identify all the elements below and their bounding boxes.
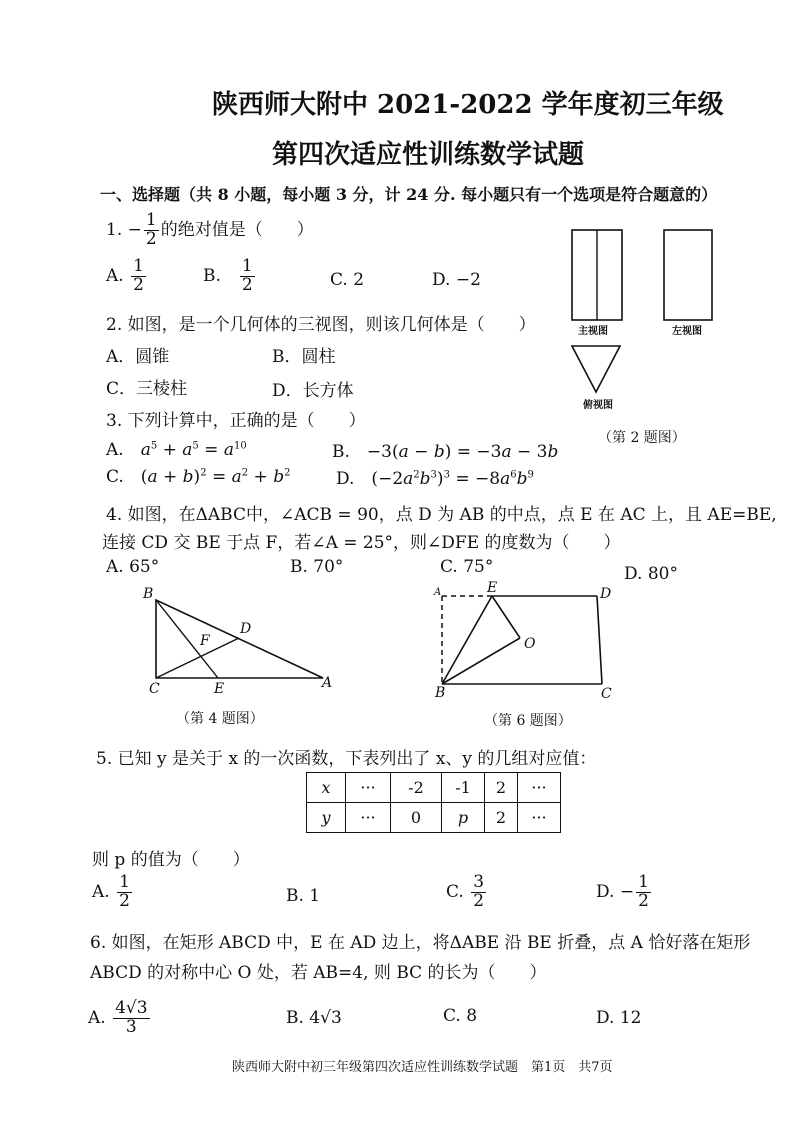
- q1-option-c: C. 2: [330, 270, 365, 290]
- left-view-rect: [664, 230, 712, 320]
- table-cell: y: [307, 803, 346, 833]
- q2-figure-caption: （第 2 题图）: [598, 430, 686, 446]
- title-line-2: 第四次适应性训练数学试题: [272, 140, 585, 170]
- q6-point-d: D: [600, 586, 612, 602]
- question-6-line-1: 6. 如图，在矩形 ABCD 中，E 在 AD 边上，将ΔABE 沿 BE 折叠，点 A 恰好落在矩形: [90, 933, 751, 953]
- q1-option-d: D. −2: [432, 270, 481, 290]
- q6-rectangle-figure: [432, 586, 612, 696]
- segment-dc: [597, 596, 602, 684]
- q6-point-c: C: [601, 686, 612, 702]
- segment-be: [442, 596, 492, 684]
- page-footer: 陕西师大附中初三年级第四次适应性训练数学试题 第1页 共7页: [232, 1060, 613, 1075]
- question-6-line-2: ABCD 的对称中心 O 处，若 AB=4, 则 BC 的长为（ ）: [90, 963, 547, 983]
- q2-option-b: B．圆柱: [272, 347, 336, 367]
- q1-fraction: $\frac{1}{2}$: [145, 210, 157, 249]
- q4-triangle-figure: [140, 590, 340, 700]
- q6-point-b: B: [435, 685, 446, 701]
- question-5: 5. 已知 y 是关于 x 的一次函数，下表列出了 x、y 的几组对应值：: [96, 749, 597, 769]
- table-cell: ···: [518, 803, 561, 833]
- table-cell: x: [307, 773, 346, 803]
- q6-option-b: B. 4√3: [286, 1008, 342, 1028]
- question-3: 3. 下列计算中，正确的是（ ）: [106, 411, 366, 431]
- question-4-line-2: 连接 CD 交 BE 于点 F，若∠A = 25°，则∠DFE 的度数为（ ）: [102, 533, 621, 553]
- question-1: [106, 212, 314, 249]
- top-view-label: 俯视图: [583, 400, 613, 411]
- q6-figure-caption: （第 6 题图）: [484, 713, 572, 729]
- q2-option-a: A．圆锥: [106, 347, 170, 367]
- question-2: 2. 如图，是一个几何体的三视图，则该几何体是（ ）: [106, 315, 536, 335]
- segment-cd: [156, 638, 239, 678]
- q5-value-table: [306, 772, 561, 833]
- q4-point-f: F: [200, 633, 210, 649]
- q5-option-a: A. $\frac{1}{2}$: [92, 872, 130, 911]
- q1-option-a: A. $\frac{1}{2}$: [106, 256, 144, 295]
- q6-point-o: O: [524, 636, 536, 652]
- q4-option-c: C. 75°: [440, 557, 494, 577]
- q5-ask: 则 p 的值为（ ）: [92, 850, 250, 870]
- q4-point-b: B: [143, 586, 154, 602]
- table-cell: 0: [391, 803, 442, 833]
- q2-three-views-figure: [560, 222, 760, 452]
- segment-eo: [492, 596, 520, 638]
- left-view-label: 左视图: [672, 326, 702, 337]
- title-line-1: 陕西师大附中 2021-2022 学年度初三年级: [212, 90, 724, 120]
- q1-stem: 的绝对值是（ ）: [160, 219, 314, 240]
- q6-point-e: E: [487, 580, 498, 596]
- table-cell: -2: [391, 773, 442, 803]
- q1-neg: −: [127, 219, 142, 240]
- table-row: [307, 773, 561, 803]
- question-4-line-1: 4. 如图，在ΔABC中，∠ACB = 90，点 D 为 AB 的中点，点 E 在 AC 上，且 AE=BE,: [106, 505, 777, 525]
- table-cell: ···: [346, 803, 391, 833]
- q5-option-c: C. $\frac{3}{2}$: [446, 872, 485, 911]
- q4-option-a: A. 65°: [106, 557, 160, 577]
- q6-option-a: A. $\frac{4√3}{3}$: [88, 998, 148, 1037]
- table-cell: 2: [485, 803, 518, 833]
- q3-option-a: A. $a^5 + a^5 = a^{10}$: [106, 440, 247, 460]
- segment-bo: [442, 638, 520, 684]
- q6-option-c: C. 8: [443, 1006, 478, 1026]
- q4-option-d: D. 80°: [624, 564, 678, 584]
- q3-option-c: C. $(a + b)^2 = a^2 + b^2$: [106, 467, 291, 487]
- q1-number: 1.: [106, 219, 123, 240]
- q2-option-c: C．三棱柱: [106, 379, 188, 399]
- q5-option-d: D. − $\frac{1}{2}$: [596, 872, 649, 911]
- q4-figure-caption: （第 4 题图）: [176, 711, 264, 727]
- table-cell: 2: [485, 773, 518, 803]
- front-view-label: 主视图: [578, 326, 608, 337]
- q1-option-b: B. $\frac{1}{2}$: [203, 256, 253, 295]
- q3-option-d: D. $(-2a^2b^3)^3 = -8a^6b^9$: [336, 469, 534, 489]
- table-cell: ···: [346, 773, 391, 803]
- table-cell: ···: [518, 773, 561, 803]
- table-cell: p: [442, 803, 485, 833]
- table-row: [307, 803, 561, 833]
- top-view-triangle: [572, 346, 620, 392]
- q4-point-d: D: [240, 621, 252, 637]
- q4-point-a: A: [322, 675, 333, 691]
- section-heading: 一、选择题（共 8 小题，每小题 3 分，计 24 分. 每小题只有一个选项是符合题意的）: [100, 185, 718, 204]
- q4-point-e: E: [214, 681, 225, 697]
- q6-point-a: A: [434, 587, 442, 598]
- q4-option-b: B. 70°: [290, 557, 344, 577]
- table-cell: -1: [442, 773, 485, 803]
- q5-option-b: B. 1: [286, 886, 321, 906]
- q2-option-d: D．长方体: [272, 381, 354, 401]
- q3-option-b: B. −3(a − b) = −3a − 3b: [332, 442, 559, 462]
- q4-point-c: C: [149, 681, 160, 697]
- q6-option-d: D. 12: [596, 1008, 642, 1028]
